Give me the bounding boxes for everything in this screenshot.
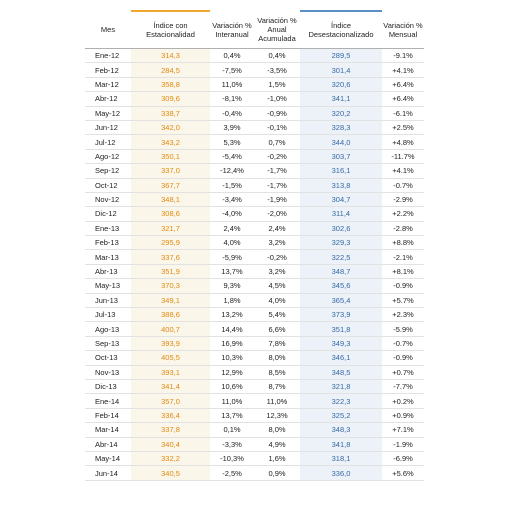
cell-variacion-acumulada: -1,7% — [254, 164, 300, 178]
cell-variacion-mensual: -6.1% — [382, 106, 424, 120]
cell-variacion-mensual: +5.6% — [382, 466, 424, 480]
cell-indice-estacionalidad: 388,6 — [131, 308, 210, 322]
cell-mes: May-12 — [85, 106, 131, 120]
cell-variacion-acumulada: 8,5% — [254, 365, 300, 379]
cell-indice-desestacionalizado: 351,8 — [300, 322, 382, 336]
table-row — [85, 466, 424, 480]
header-variacion-mensual: Variación % Mensual — [382, 11, 424, 49]
cell-indice-desestacionalizado: 341,1 — [300, 92, 382, 106]
table-row — [85, 178, 424, 192]
cell-indice-estacionalidad: 349,1 — [131, 293, 210, 307]
cell-variacion-mensual: -11.7% — [382, 149, 424, 163]
cell-indice-desestacionalizado: 346,1 — [300, 351, 382, 365]
table-row — [85, 408, 424, 422]
cell-variacion-mensual: -2.1% — [382, 250, 424, 264]
table-row — [85, 293, 424, 307]
cell-mes: Oct-13 — [85, 351, 131, 365]
cell-variacion-acumulada: 2,4% — [254, 221, 300, 235]
cell-variacion-mensual: -6.9% — [382, 451, 424, 465]
cell-indice-desestacionalizado: 348,7 — [300, 264, 382, 278]
cell-variacion-interanual: 9,3% — [210, 279, 254, 293]
cell-indice-desestacionalizado: 373,9 — [300, 308, 382, 322]
cell-variacion-acumulada: -0,9% — [254, 106, 300, 120]
cell-variacion-mensual: +4.1% — [382, 164, 424, 178]
table-row — [85, 336, 424, 350]
cell-indice-estacionalidad: 342,0 — [131, 120, 210, 134]
table-row — [85, 379, 424, 393]
cell-variacion-acumulada: -0,1% — [254, 120, 300, 134]
cell-indice-estacionalidad: 405,5 — [131, 351, 210, 365]
cell-mes: Ene-12 — [85, 49, 131, 63]
cell-indice-estacionalidad: 343,2 — [131, 135, 210, 149]
cell-variacion-mensual: +0.2% — [382, 394, 424, 408]
cell-mes: Nov-12 — [85, 192, 131, 206]
table-row — [85, 322, 424, 336]
cell-variacion-acumulada: -3,5% — [254, 63, 300, 77]
table-row — [85, 77, 424, 91]
cell-indice-desestacionalizado: 345,6 — [300, 279, 382, 293]
cell-variacion-mensual: +0.9% — [382, 408, 424, 422]
cell-indice-desestacionalizado: 341,8 — [300, 437, 382, 451]
cell-variacion-mensual: +6.4% — [382, 77, 424, 91]
cell-indice-estacionalidad: 308,6 — [131, 207, 210, 221]
cell-variacion-acumulada: -1,0% — [254, 92, 300, 106]
header-variacion-acumulada: Variación % Anual Acumulada — [254, 11, 300, 49]
cell-indice-desestacionalizado: 344,0 — [300, 135, 382, 149]
cell-indice-estacionalidad: 348,1 — [131, 192, 210, 206]
cell-mes: Mar-13 — [85, 250, 131, 264]
table-row — [85, 135, 424, 149]
cell-variacion-acumulada: 8,0% — [254, 423, 300, 437]
table-row — [85, 394, 424, 408]
cell-variacion-acumulada: 0,4% — [254, 49, 300, 63]
cell-variacion-interanual: -4,0% — [210, 207, 254, 221]
cell-indice-desestacionalizado: 348,3 — [300, 423, 382, 437]
cell-variacion-acumulada: 0,9% — [254, 466, 300, 480]
cell-variacion-interanual: 3,9% — [210, 120, 254, 134]
cell-variacion-mensual: +2.5% — [382, 120, 424, 134]
cell-indice-estacionalidad: 337,6 — [131, 250, 210, 264]
cell-indice-desestacionalizado: 302,6 — [300, 221, 382, 235]
cell-variacion-interanual: -3,3% — [210, 437, 254, 451]
cell-variacion-interanual: -2,5% — [210, 466, 254, 480]
cell-variacion-acumulada: 3,2% — [254, 264, 300, 278]
table-header — [85, 11, 424, 49]
table-row — [85, 437, 424, 451]
cell-mes: May-14 — [85, 451, 131, 465]
cell-indice-desestacionalizado: 328,3 — [300, 120, 382, 134]
cell-indice-estacionalidad: 341,4 — [131, 379, 210, 393]
cell-variacion-acumulada: 1,5% — [254, 77, 300, 91]
cell-variacion-interanual: -12,4% — [210, 164, 254, 178]
cell-mes: Sep-12 — [85, 164, 131, 178]
cell-variacion-mensual: -0.7% — [382, 336, 424, 350]
cell-mes: Mar-12 — [85, 77, 131, 91]
table-row — [85, 451, 424, 465]
cell-mes: May-13 — [85, 279, 131, 293]
cell-variacion-acumulada: 4,0% — [254, 293, 300, 307]
table-row — [85, 106, 424, 120]
header-variacion-interanual: Variación % Interanual — [210, 11, 254, 49]
cell-mes: Abr-13 — [85, 264, 131, 278]
cell-variacion-mensual: -0.9% — [382, 279, 424, 293]
table-row — [85, 63, 424, 77]
cell-mes: Abr-12 — [85, 92, 131, 106]
header-mes: Mes — [85, 11, 131, 49]
header-indice-estacionalidad: Índice con Estacionalidad — [131, 11, 210, 49]
cell-mes: Sep-13 — [85, 336, 131, 350]
cell-indice-desestacionalizado: 329,3 — [300, 236, 382, 250]
cell-variacion-interanual: -7,5% — [210, 63, 254, 77]
cell-indice-estacionalidad: 332,2 — [131, 451, 210, 465]
table-row — [85, 236, 424, 250]
cell-variacion-acumulada: 0,7% — [254, 135, 300, 149]
cell-indice-desestacionalizado: 301,4 — [300, 63, 382, 77]
cell-variacion-acumulada: 1,6% — [254, 451, 300, 465]
cell-indice-desestacionalizado: 304,7 — [300, 192, 382, 206]
cell-variacion-interanual: -5,9% — [210, 250, 254, 264]
cell-variacion-mensual: -1.9% — [382, 437, 424, 451]
table-row — [85, 164, 424, 178]
cell-indice-estacionalidad: 284,5 — [131, 63, 210, 77]
cell-mes: Jun-14 — [85, 466, 131, 480]
header-row — [85, 11, 424, 49]
cell-indice-estacionalidad: 351,9 — [131, 264, 210, 278]
cell-variacion-interanual: -3,4% — [210, 192, 254, 206]
cell-variacion-interanual: 11,0% — [210, 394, 254, 408]
cell-variacion-interanual: -10,3% — [210, 451, 254, 465]
cell-indice-estacionalidad: 336,4 — [131, 408, 210, 422]
cell-indice-desestacionalizado: 348,5 — [300, 365, 382, 379]
cell-variacion-mensual: +2.2% — [382, 207, 424, 221]
cell-variacion-interanual: 0,1% — [210, 423, 254, 437]
cell-mes: Abr-14 — [85, 437, 131, 451]
cell-indice-desestacionalizado: 325,2 — [300, 408, 382, 422]
cell-indice-estacionalidad: 370,3 — [131, 279, 210, 293]
cell-indice-desestacionalizado: 303,7 — [300, 149, 382, 163]
cell-indice-estacionalidad: 337,8 — [131, 423, 210, 437]
cell-mes: Feb-12 — [85, 63, 131, 77]
cell-variacion-acumulada: 5,4% — [254, 308, 300, 322]
cell-variacion-mensual: -0.7% — [382, 178, 424, 192]
cell-mes: Mar-14 — [85, 423, 131, 437]
cell-indice-estacionalidad: 340,5 — [131, 466, 210, 480]
cell-variacion-acumulada: 8,0% — [254, 351, 300, 365]
table-row — [85, 423, 424, 437]
cell-mes: Feb-13 — [85, 236, 131, 250]
cell-mes: Feb-14 — [85, 408, 131, 422]
cell-variacion-acumulada: -1,9% — [254, 192, 300, 206]
cell-indice-desestacionalizado: 320,2 — [300, 106, 382, 120]
table-row — [85, 192, 424, 206]
cell-variacion-mensual: +5.7% — [382, 293, 424, 307]
table-row — [85, 250, 424, 264]
cell-variacion-interanual: 5,3% — [210, 135, 254, 149]
cell-variacion-mensual: -9.1% — [382, 49, 424, 63]
cell-variacion-interanual: 12,9% — [210, 365, 254, 379]
table-row — [85, 351, 424, 365]
cell-mes: Ene-14 — [85, 394, 131, 408]
cell-variacion-interanual: 14,4% — [210, 322, 254, 336]
cell-mes: Ago-12 — [85, 149, 131, 163]
cell-variacion-interanual: 16,9% — [210, 336, 254, 350]
cell-variacion-acumulada: 7,8% — [254, 336, 300, 350]
cell-mes: Jun-12 — [85, 120, 131, 134]
cell-variacion-mensual: -2.8% — [382, 221, 424, 235]
cell-indice-desestacionalizado: 336,0 — [300, 466, 382, 480]
cell-indice-estacionalidad: 314,3 — [131, 49, 210, 63]
cell-variacion-acumulada: -2,0% — [254, 207, 300, 221]
cell-variacion-interanual: -1,5% — [210, 178, 254, 192]
cell-variacion-acumulada: 11,0% — [254, 394, 300, 408]
cell-variacion-mensual: -0.9% — [382, 351, 424, 365]
cell-variacion-mensual: +6.4% — [382, 92, 424, 106]
table-row — [85, 92, 424, 106]
cell-mes: Nov-13 — [85, 365, 131, 379]
cell-variacion-acumulada: 12,3% — [254, 408, 300, 422]
cell-variacion-acumulada: -0,2% — [254, 149, 300, 163]
cell-indice-desestacionalizado: 318,1 — [300, 451, 382, 465]
cell-variacion-mensual: +8.8% — [382, 236, 424, 250]
cell-indice-desestacionalizado: 365,4 — [300, 293, 382, 307]
cell-indice-desestacionalizado: 322,3 — [300, 394, 382, 408]
cell-indice-estacionalidad: 340,4 — [131, 437, 210, 451]
table-row — [85, 149, 424, 163]
cell-mes: Dic-13 — [85, 379, 131, 393]
cell-indice-estacionalidad: 358,8 — [131, 77, 210, 91]
cell-variacion-acumulada: 4,5% — [254, 279, 300, 293]
index-table — [85, 10, 424, 481]
table-row — [85, 264, 424, 278]
table-row — [85, 207, 424, 221]
data-table-container — [85, 10, 424, 481]
cell-mes: Oct-12 — [85, 178, 131, 192]
cell-variacion-interanual: -5,4% — [210, 149, 254, 163]
cell-variacion-interanual: 13,7% — [210, 264, 254, 278]
cell-variacion-mensual: +8.1% — [382, 264, 424, 278]
cell-variacion-mensual: +4.8% — [382, 135, 424, 149]
cell-variacion-interanual: 2,4% — [210, 221, 254, 235]
cell-indice-estacionalidad: 400,7 — [131, 322, 210, 336]
cell-indice-estacionalidad: 309,6 — [131, 92, 210, 106]
cell-indice-estacionalidad: 357,0 — [131, 394, 210, 408]
cell-indice-estacionalidad: 367,7 — [131, 178, 210, 192]
cell-variacion-interanual: 4,0% — [210, 236, 254, 250]
cell-variacion-acumulada: 3,2% — [254, 236, 300, 250]
cell-mes: Jul-12 — [85, 135, 131, 149]
cell-indice-estacionalidad: 337,0 — [131, 164, 210, 178]
table-row — [85, 49, 424, 63]
table-row — [85, 120, 424, 134]
cell-variacion-acumulada: 4,9% — [254, 437, 300, 451]
cell-mes: Dic-12 — [85, 207, 131, 221]
cell-variacion-mensual: -2.9% — [382, 192, 424, 206]
cell-variacion-interanual: 1,8% — [210, 293, 254, 307]
cell-indice-estacionalidad: 321,7 — [131, 221, 210, 235]
cell-variacion-interanual: 13,7% — [210, 408, 254, 422]
cell-indice-desestacionalizado: 320,6 — [300, 77, 382, 91]
cell-variacion-interanual: 13,2% — [210, 308, 254, 322]
table-row — [85, 221, 424, 235]
cell-variacion-interanual: 0,4% — [210, 49, 254, 63]
cell-variacion-interanual: 11,0% — [210, 77, 254, 91]
cell-mes: Jun-13 — [85, 293, 131, 307]
cell-variacion-mensual: +4.1% — [382, 63, 424, 77]
cell-indice-desestacionalizado: 322,5 — [300, 250, 382, 264]
cell-indice-desestacionalizado: 289,5 — [300, 49, 382, 63]
cell-variacion-mensual: +7.1% — [382, 423, 424, 437]
cell-indice-desestacionalizado: 349,3 — [300, 336, 382, 350]
table-row — [85, 279, 424, 293]
cell-indice-estacionalidad: 393,9 — [131, 336, 210, 350]
cell-variacion-mensual: -5.9% — [382, 322, 424, 336]
cell-variacion-acumulada: -0,2% — [254, 250, 300, 264]
cell-indice-desestacionalizado: 321,8 — [300, 379, 382, 393]
cell-variacion-interanual: 10,6% — [210, 379, 254, 393]
cell-indice-estacionalidad: 393,1 — [131, 365, 210, 379]
header-indice-desestacionalizado: Índice Desestacionalizado — [300, 11, 382, 49]
cell-mes: Ago-13 — [85, 322, 131, 336]
cell-variacion-mensual: +0.7% — [382, 365, 424, 379]
cell-variacion-interanual: 10,3% — [210, 351, 254, 365]
cell-mes: Jul-13 — [85, 308, 131, 322]
cell-indice-estacionalidad: 338,7 — [131, 106, 210, 120]
cell-indice-desestacionalizado: 311,4 — [300, 207, 382, 221]
cell-variacion-acumulada: -1,7% — [254, 178, 300, 192]
table-body — [85, 49, 424, 481]
cell-mes: Ene-13 — [85, 221, 131, 235]
cell-variacion-mensual: +2.3% — [382, 308, 424, 322]
cell-indice-estacionalidad: 350,1 — [131, 149, 210, 163]
cell-variacion-acumulada: 6,6% — [254, 322, 300, 336]
cell-indice-desestacionalizado: 316,1 — [300, 164, 382, 178]
cell-indice-desestacionalizado: 313,8 — [300, 178, 382, 192]
cell-variacion-acumulada: 8,7% — [254, 379, 300, 393]
cell-variacion-mensual: -7.7% — [382, 379, 424, 393]
table-row — [85, 308, 424, 322]
cell-variacion-interanual: -8,1% — [210, 92, 254, 106]
cell-indice-estacionalidad: 295,9 — [131, 236, 210, 250]
table-row — [85, 365, 424, 379]
cell-variacion-interanual: -0,4% — [210, 106, 254, 120]
